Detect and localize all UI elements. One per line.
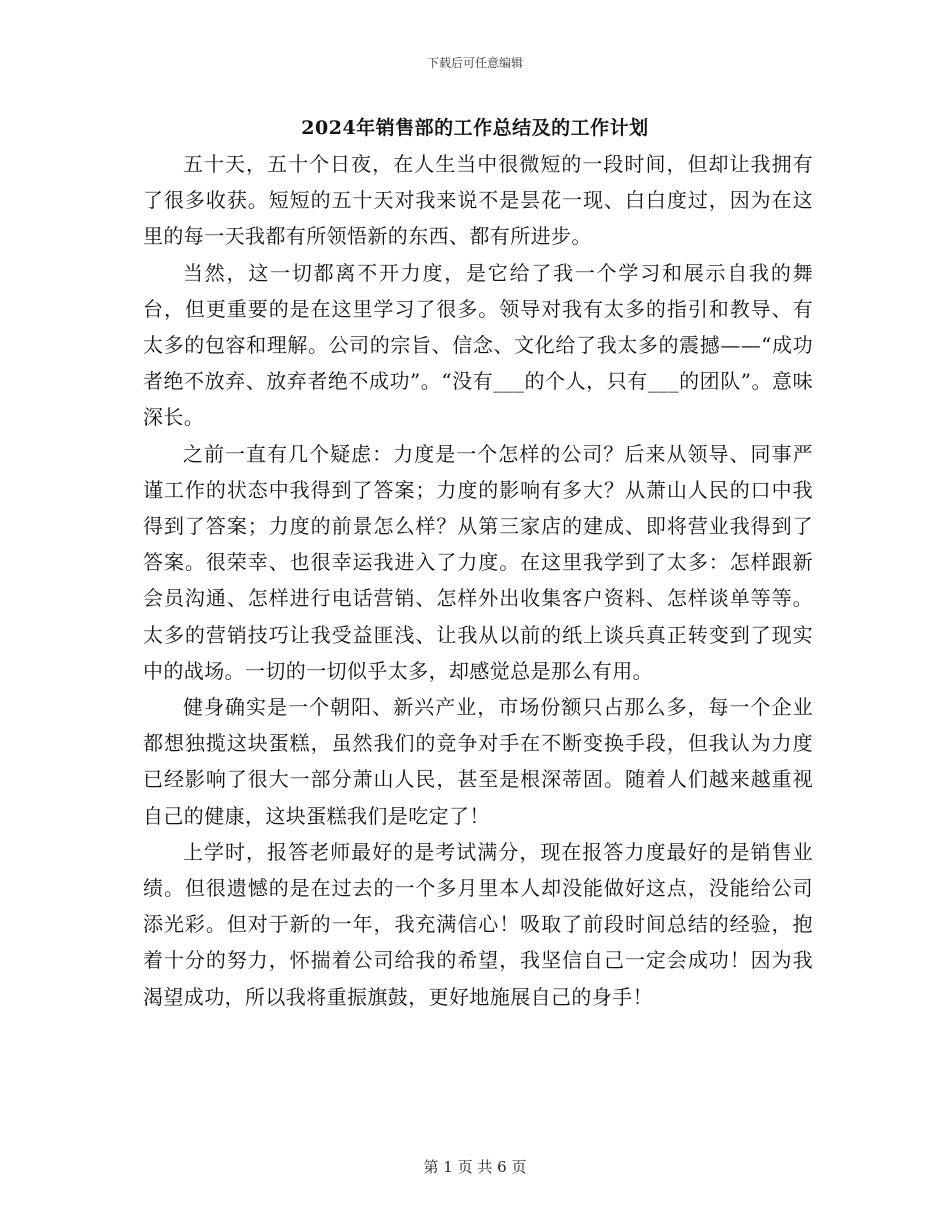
- document-body: [143, 146, 813, 1015]
- paragraph-4: 健身确实是一个朝阳、新兴产业，市场份额只占那么多，每一个企业都想独揽这块蛋糕，虽然我们的竞争对手在不断变换手段，但我认为力度已经影响了很大一部分萧山人民，甚至是根深蒂固。随着人们越来越重视自己的健康，这块蛋糕我们是吃定了！: [143, 695, 813, 828]
- paragraph-1: 五十天，五十个日夜，在人生当中很微短的一段时间，但却让我拥有了很多收获。短短的五十天对我来说不是昙花一现、白白度过，因为在这里的每一天我都有所领悟新的东西、都有所进步。: [143, 152, 813, 249]
- paragraph-3: 之前一直有几个疑虑：力度是一个怎样的公司？后来从领导、同事严谨工作的状态中我得到了答案；力度的影响有多大？从萧山人民的口中我得到了答案；力度的前景怎么样？从第三家店的建成、即将营业我得到了答案。很荣幸、也很幸运我进入了力度。在这里我学到了太多：怎样跟新会员沟通、怎样进行电话营销、怎样外出收集客户资料、怎样谈单等等。太多的营销技巧让我受益匪浅、让我从以前的纸上谈兵真正转变到了现实中的战场。一切的一切似乎太多，却感觉总是那么有用。: [143, 441, 813, 683]
- page-indicator: 第 1 页 共 6 页: [423, 1158, 527, 1176]
- paragraph-2: 当然，这一切都离不开力度，是它给了我一个学习和展示自我的舞台，但更重要的是在这里学习了很多。领导对我有太多的指引和教导、有太多的包容和理解。公司的宗旨、信念、文化给了我太多的震撼——“成功者绝不放弃、放弃者绝不成功”。“没有___的个人，只有___的团队”。意味深长。: [143, 260, 813, 430]
- document-title: 2024年销售部的工作总结及的工作计划: [301, 117, 649, 139]
- header-note: 下载后可任意编辑: [426, 56, 523, 70]
- paragraph-5: 上学时，报答老师最好的是考试满分，现在报答力度最好的是销售业绩。但很遗憾的是在过去的一个多月里本人却没能做好这点，没能给公司添光彩。但对于新的一年，我充满信心！吸取了前段时间总结的经验，抱着十分的努力，怀揣着公司给我的希望，我坚信自己一定会成功！因为我渴望成功，所以我将重振旗鼓，更好地施展自己的身手！: [143, 839, 813, 1009]
